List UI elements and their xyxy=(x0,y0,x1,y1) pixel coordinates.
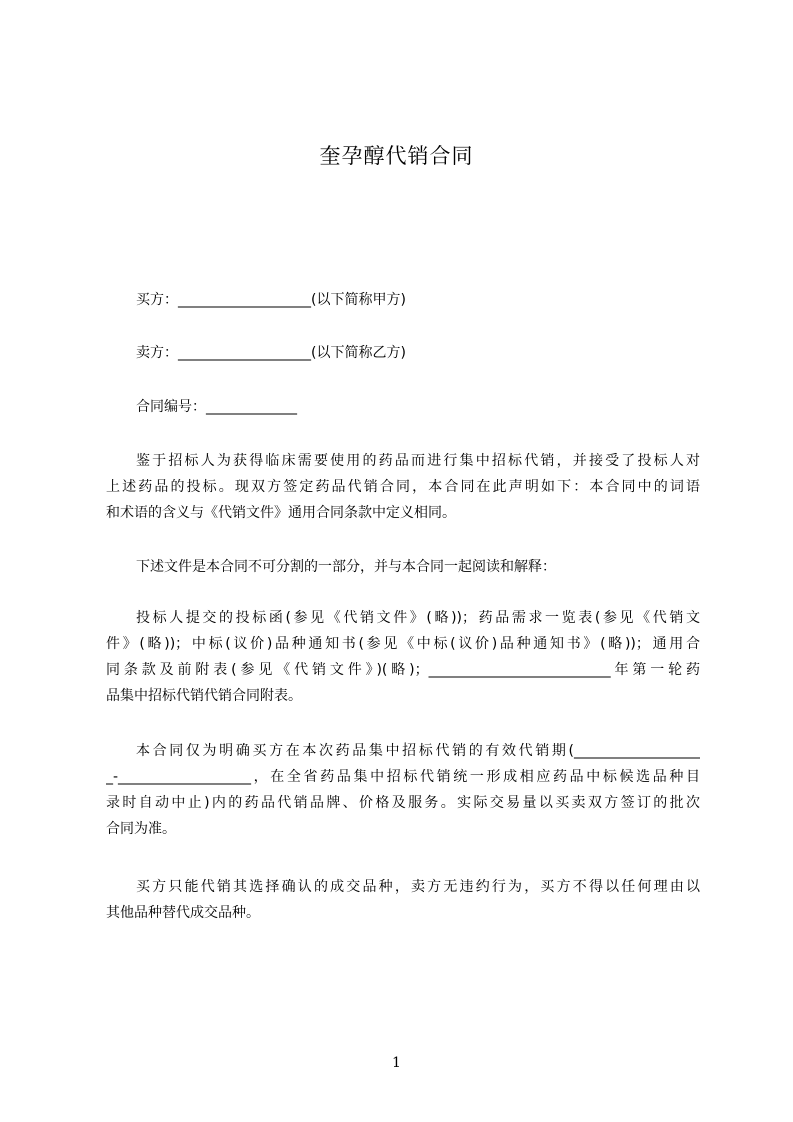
paragraph-recital xyxy=(106,448,700,526)
paragraph-line: 鉴于招标人为获得临床需要使用的药品而进行集中招标代销，并接受了投标人对 xyxy=(136,453,700,469)
paragraph-line: 和术语的含义与《代销文件》通用合同条款中定义相同。 xyxy=(106,505,456,521)
paragraph-line: 合同为准。 xyxy=(106,821,176,837)
paragraph-line: 录时自动中止)内的药品代销品牌、价格及服务。实际交易量以买卖双方签订的批次 xyxy=(106,795,700,811)
paragraph-line: 买方只能代销其选择确认的成交品种，卖方无违约行为，买方不得以任何理由以 xyxy=(136,879,700,895)
paragraph-line: 上述药品的投标。现双方签定药品代销合同，本合同在此声明如下：本合同中的词语 xyxy=(106,479,700,495)
contract-number-line: 合同编号：_____________ xyxy=(136,399,297,415)
paragraph-line: 下述文件是本合同不可分割的一部分，并与本合同一起阅读和解释： xyxy=(136,559,556,575)
buyer-line: 买方：___________________(以下简称甲方) xyxy=(136,292,406,308)
document-title: 奎孕醇代销合同 xyxy=(319,144,474,168)
paragraph-documents-list xyxy=(106,605,700,709)
paragraph-validity-period xyxy=(106,738,700,842)
paragraph-documents-intro xyxy=(106,554,700,580)
paragraph-line: 其他品种替代成交品种。 xyxy=(106,905,260,921)
paragraph-substitution xyxy=(106,874,700,926)
paragraph-line: _-___________________，在全省药品集中招标代销统一形成相应药品中标候选品种目 xyxy=(106,769,700,785)
paragraph-line: 本合同仅为明确买方在本次药品集中招标代销的有效代销期(__________________ xyxy=(136,743,700,759)
paragraph-line: 投标人提交的投标函(参见《代销文件》(略))；药品需求一览表(参见《代销文 xyxy=(136,610,700,626)
paragraph-line: 品集中招标代销代销合同附表。 xyxy=(106,688,302,704)
page-number: 1 xyxy=(392,1055,401,1071)
paragraph-line: 同条款及前附表(参见《代销文件》)(略)；__________________________年第一轮药 xyxy=(106,662,700,678)
seller-line: 卖方：___________________(以下简称乙方) xyxy=(136,345,406,361)
paragraph-line: 件》(略))；中标(议价)品种通知书(参见《中标(议价)品种通知书》(略))；通用合 xyxy=(106,636,700,652)
